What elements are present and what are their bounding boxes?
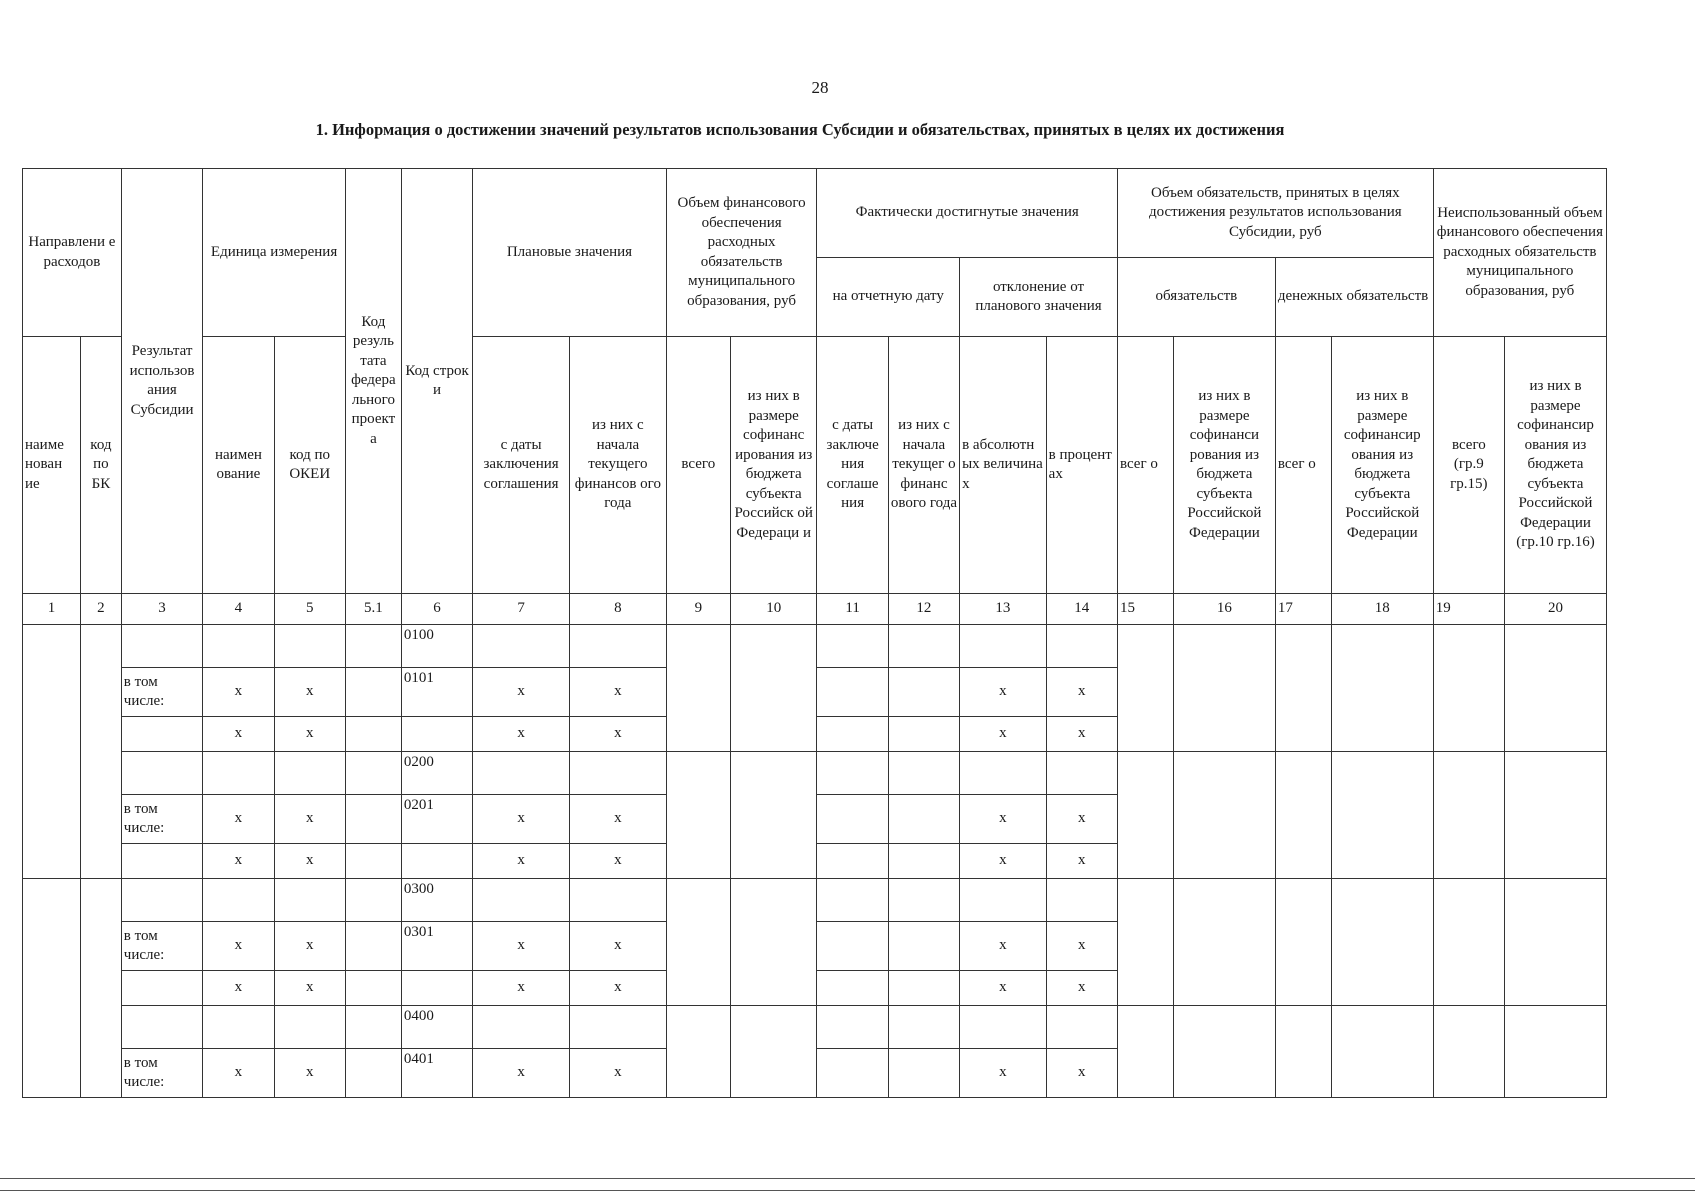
column-number: 12 (888, 594, 959, 625)
table-row (23, 625, 1607, 668)
x-mark: x (274, 971, 345, 1006)
column-number: 11 (817, 594, 888, 625)
actual-cell (817, 1006, 888, 1049)
actual-cell (817, 922, 888, 971)
table-row (23, 879, 1607, 922)
okei-cell (274, 625, 345, 668)
obligation-cell (1117, 879, 1173, 1006)
x-mark: x (960, 717, 1047, 752)
header-act-from-year: из них с начала текущег о финанс ового года (888, 337, 959, 594)
x-mark: x (1046, 668, 1117, 717)
x-mark: x (274, 922, 345, 971)
x-mark: x (203, 844, 274, 879)
x-mark: x (1046, 1049, 1117, 1098)
column-number: 8 (569, 594, 666, 625)
obligation-cell (1173, 879, 1275, 1006)
header-name: наиме нован ие (23, 337, 81, 594)
fed-code-cell (345, 752, 401, 795)
x-mark: x (569, 668, 666, 717)
including-label: в том числе: (121, 668, 202, 717)
fed-code-cell (345, 1049, 401, 1098)
column-number: 5.1 (345, 594, 401, 625)
x-mark: x (473, 717, 570, 752)
x-mark: x (569, 1049, 666, 1098)
actual-cell (888, 625, 959, 668)
unused-cell (1433, 1006, 1504, 1098)
header-mon-cofin: из них в размере софинансир ования из бюджета субъекта Российской Федерации (1331, 337, 1433, 594)
actual-cell (817, 795, 888, 844)
actual-cell (817, 971, 888, 1006)
obligation-cell (1117, 1006, 1173, 1098)
x-mark: x (1046, 795, 1117, 844)
scan-border-line (0, 1190, 1695, 1191)
scan-border-line (0, 1178, 1695, 1179)
header-unused-volume: Неиспользованный объем финансового обеспечения расходных обязательств муниципального образования, руб (1433, 169, 1606, 337)
plan-cell (473, 879, 570, 922)
x-mark: x (569, 971, 666, 1006)
x-mark: x (203, 795, 274, 844)
row-code: 0401 (401, 1049, 472, 1098)
bk-code-cell (81, 625, 122, 879)
header-unit-name: наимен ование (203, 337, 274, 594)
financing-total-cell (666, 879, 730, 1006)
document-title: 1. Информация о достижении значений результатов использования Субсидии и обязательствах, принятых в целях их достижения (315, 120, 1285, 139)
plan-cell (569, 1006, 666, 1049)
deviation-cell (1046, 879, 1117, 922)
table-row (23, 1006, 1607, 1049)
x-mark: x (203, 717, 274, 752)
header-bk-code: код по БК (81, 337, 122, 594)
okei-cell (274, 879, 345, 922)
fed-code-cell (345, 922, 401, 971)
row-code: 0100 (401, 625, 472, 668)
row-code: 0200 (401, 752, 472, 795)
actual-cell (817, 879, 888, 922)
header-fed-project-code: Код резуль тата федера льного проект а (345, 169, 401, 594)
x-mark: x (274, 844, 345, 879)
x-mark: x (569, 717, 666, 752)
actual-cell (888, 879, 959, 922)
column-number: 19 (1433, 594, 1504, 625)
x-mark: x (473, 971, 570, 1006)
obligation-cell (1275, 879, 1331, 1006)
actual-cell (888, 844, 959, 879)
actual-cell (888, 971, 959, 1006)
x-mark: x (203, 971, 274, 1006)
plan-cell (473, 752, 570, 795)
column-number: 13 (960, 594, 1047, 625)
obligation-cell (1173, 1006, 1275, 1098)
actual-cell (888, 668, 959, 717)
obligation-cell (1331, 1006, 1433, 1098)
actual-cell (817, 625, 888, 668)
x-mark: x (203, 922, 274, 971)
column-number: 1 (23, 594, 81, 625)
x-mark: x (1046, 971, 1117, 1006)
deviation-cell (1046, 752, 1117, 795)
unused-cell (1505, 752, 1607, 879)
obligation-cell (1117, 752, 1173, 879)
x-mark: x (960, 1049, 1047, 1098)
column-number: 15 (1117, 594, 1173, 625)
column-number: 10 (730, 594, 817, 625)
x-mark: x (274, 668, 345, 717)
result-cell (121, 752, 202, 795)
column-number: 3 (121, 594, 202, 625)
header-absolute: в абсолютн ых величина х (960, 337, 1047, 594)
financing-total-cell (666, 752, 730, 879)
fed-code-cell (345, 668, 401, 717)
including-label: в том числе: (121, 1049, 202, 1098)
financing-cofin-cell (730, 625, 817, 752)
header-actual: Фактически достигнутые значения (817, 169, 1117, 258)
header-obligations-volume: Объем обязательств, принятых в целях достижения результатов использования Субсидии, руб (1117, 169, 1433, 258)
obligation-cell (1331, 752, 1433, 879)
fed-code-cell (345, 844, 401, 879)
fed-code-cell (345, 1006, 401, 1049)
x-mark: x (203, 668, 274, 717)
column-number: 9 (666, 594, 730, 625)
row-code: 0201 (401, 795, 472, 844)
row-code: 0300 (401, 879, 472, 922)
financing-cofin-cell (730, 752, 817, 879)
actual-cell (817, 1049, 888, 1098)
actual-cell (888, 752, 959, 795)
financing-cofin-cell (730, 1006, 817, 1098)
x-mark: x (569, 922, 666, 971)
deviation-cell (960, 879, 1047, 922)
actual-cell (817, 844, 888, 879)
header-planned: Плановые значения (473, 169, 667, 337)
column-number: 18 (1331, 594, 1433, 625)
header-from-agreement: с даты заключения соглашения (473, 337, 570, 594)
column-number: 16 (1173, 594, 1275, 625)
row-code-cell (401, 844, 472, 879)
table-row (23, 752, 1607, 795)
x-mark: x (1046, 922, 1117, 971)
obligation-cell (1275, 752, 1331, 879)
header-monetary-obligations: денежных обязательств (1275, 258, 1433, 337)
x-mark: x (473, 668, 570, 717)
column-number: 7 (473, 594, 570, 625)
unused-cell (1433, 752, 1504, 879)
row-code-cell (401, 971, 472, 1006)
including-label: в том числе: (121, 922, 202, 971)
deviation-cell (1046, 625, 1117, 668)
x-mark: x (1046, 717, 1117, 752)
obligation-cell (1173, 625, 1275, 752)
x-mark: x (569, 795, 666, 844)
result-cell (121, 625, 202, 668)
fed-code-cell (345, 879, 401, 922)
fed-code-cell (345, 625, 401, 668)
financing-total-cell (666, 1006, 730, 1098)
header-direction: Направлени е расходов (23, 169, 122, 337)
column-number: 17 (1275, 594, 1331, 625)
obligation-cell (1275, 1006, 1331, 1098)
result-cell (121, 844, 202, 879)
row-code: 0400 (401, 1006, 472, 1049)
column-number: 5 (274, 594, 345, 625)
actual-cell (888, 1049, 959, 1098)
header-unused-total: всего (гр.9 гр.15) (1433, 337, 1504, 594)
header-obl-cofin: из них в размере софинанси рования из бюджета субъекта Российской Федерации (1173, 337, 1275, 594)
x-mark: x (1046, 844, 1117, 879)
header-row-code: Код строк и (401, 169, 472, 594)
plan-cell (569, 625, 666, 668)
okei-cell (274, 1006, 345, 1049)
x-mark: x (960, 922, 1047, 971)
column-number: 14 (1046, 594, 1117, 625)
bk-code-cell (81, 879, 122, 1098)
deviation-cell (960, 1006, 1047, 1049)
row-code-cell (401, 717, 472, 752)
including-label: в том числе: (121, 795, 202, 844)
unused-cell (1433, 625, 1504, 752)
row-code: 0301 (401, 922, 472, 971)
row-code: 0101 (401, 668, 472, 717)
result-cell (121, 879, 202, 922)
unused-cell (1433, 879, 1504, 1006)
actual-cell (888, 795, 959, 844)
result-cell (121, 1006, 202, 1049)
unused-cell (1505, 625, 1607, 752)
column-number: 6 (401, 594, 472, 625)
plan-cell (473, 1006, 570, 1049)
direction-name-cell (23, 625, 81, 879)
actual-cell (817, 668, 888, 717)
direction-name-cell (23, 879, 81, 1098)
column-number: 2 (81, 594, 122, 625)
obligation-cell (1331, 625, 1433, 752)
obligation-cell (1331, 879, 1433, 1006)
header-okei-code: код по ОКЕИ (274, 337, 345, 594)
actual-cell (888, 717, 959, 752)
header-financing-volume: Объем финансового обеспечения расходных обязательств муниципального образования, руб (666, 169, 817, 337)
header-unit: Единица измерения (203, 169, 346, 337)
unit-name-cell (203, 752, 274, 795)
fed-code-cell (345, 971, 401, 1006)
x-mark: x (569, 844, 666, 879)
unit-name-cell (203, 1006, 274, 1049)
actual-cell (817, 717, 888, 752)
x-mark: x (960, 844, 1047, 879)
header-result-usage: Результат использов ания Субсидии (121, 169, 202, 594)
header-obl-total: всег о (1117, 337, 1173, 594)
column-number-row (23, 594, 1607, 625)
header-cofin-subject: из них в размере софинанс ирования из бюджета субъекта Российск ой Федераци и (730, 337, 817, 594)
header-deviation: отклонение от планового значения (960, 258, 1118, 337)
actual-cell (888, 1006, 959, 1049)
header-obligations: обязательств (1117, 258, 1275, 337)
x-mark: x (473, 844, 570, 879)
obligation-cell (1275, 625, 1331, 752)
header-percent: в процент ах (1046, 337, 1117, 594)
header-on-report-date: на отчетную дату (817, 258, 960, 337)
x-mark: x (473, 1049, 570, 1098)
header-unused-cofin: из них в размере софинансир ования из бюджета субъекта Российской Федерации (гр.10 гр.16) (1505, 337, 1607, 594)
actual-cell (888, 922, 959, 971)
financing-total-cell (666, 625, 730, 752)
actual-cell (817, 752, 888, 795)
header-act-from-agreement: с даты заключе ния соглаше ния (817, 337, 888, 594)
x-mark: x (473, 795, 570, 844)
plan-cell (473, 625, 570, 668)
x-mark: x (274, 717, 345, 752)
obligation-cell (1117, 625, 1173, 752)
deviation-cell (960, 625, 1047, 668)
x-mark: x (960, 668, 1047, 717)
header-total: всего (666, 337, 730, 594)
x-mark: x (960, 795, 1047, 844)
header-from-year-start: из них с начала текущего финансов ого года (569, 337, 666, 594)
result-cell (121, 717, 202, 752)
unit-name-cell (203, 625, 274, 668)
report-table (22, 168, 1607, 1098)
plan-cell (569, 752, 666, 795)
deviation-cell (960, 752, 1047, 795)
unused-cell (1505, 879, 1607, 1006)
column-number: 4 (203, 594, 274, 625)
fed-code-cell (345, 795, 401, 844)
x-mark: x (473, 922, 570, 971)
obligation-cell (1173, 752, 1275, 879)
result-cell (121, 971, 202, 1006)
page-number: 28 (811, 78, 829, 97)
x-mark: x (960, 971, 1047, 1006)
x-mark: x (274, 795, 345, 844)
header-mon-total: всег о (1275, 337, 1331, 594)
unit-name-cell (203, 879, 274, 922)
unused-cell (1505, 1006, 1607, 1098)
deviation-cell (1046, 1006, 1117, 1049)
x-mark: x (203, 1049, 274, 1098)
financing-cofin-cell (730, 879, 817, 1006)
x-mark: x (274, 1049, 345, 1098)
column-number: 20 (1505, 594, 1607, 625)
fed-code-cell (345, 717, 401, 752)
okei-cell (274, 752, 345, 795)
plan-cell (569, 879, 666, 922)
